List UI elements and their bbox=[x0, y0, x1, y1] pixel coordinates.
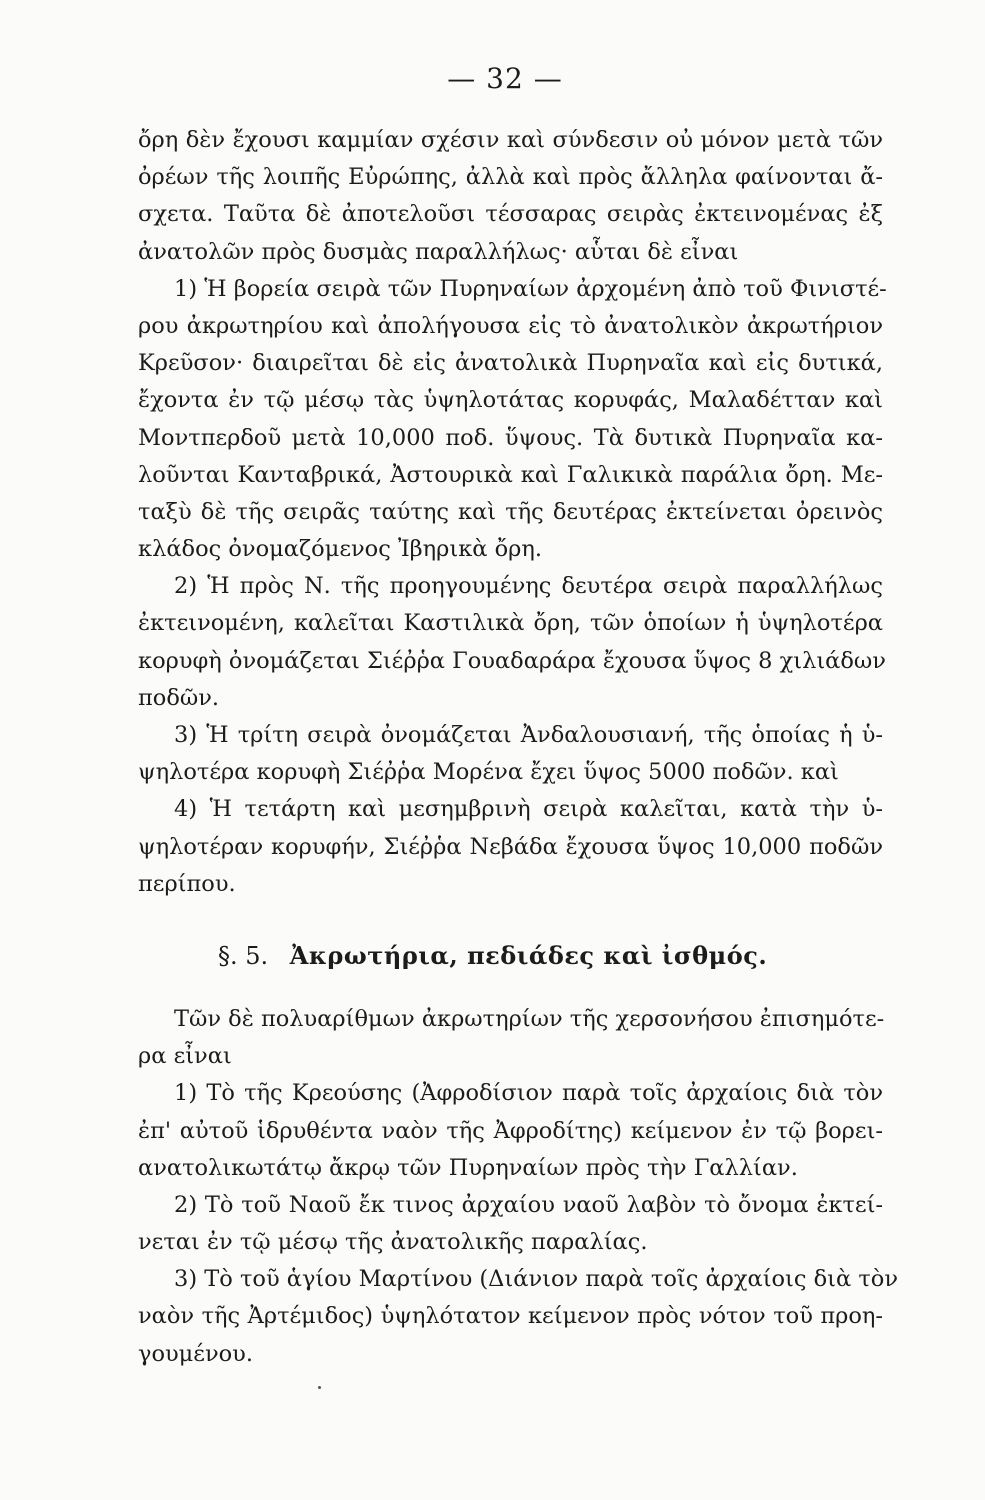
text-line: ὀρέων τῆς λοιπῆς Εὐρώπης, ἀλλὰ καὶ πρὸς ἄλληλα φαίνονται ἄ- bbox=[138, 164, 883, 191]
text-line: ψηλοτέρα κορυφὴ Σιέῤῥα Μορένα ἔχει ὕψος 5000 ποδῶν. καὶ bbox=[138, 759, 839, 786]
text-line: κορυφὴ ὀνομάζεται Σιέῤῥα Γουαδαράρα ἔχουσα ὕψος 8 χιλιάδων bbox=[138, 647, 886, 674]
text-line: 2) Ἡ πρὸς Ν. τῆς προηγουμένης δευτέρα σειρὰ παραλλήλως bbox=[174, 573, 883, 600]
text-line: ἔχοντα ἐν τῷ μέσῳ τὰς ὑψηλοτάτας κορυφάς, Μαλαδέτταν καὶ bbox=[138, 387, 883, 414]
text-line: 1) Ἡ βορεία σειρὰ τῶν Πυρηναίων ἀρχομένη ἀπὸ τοῦ Φινιστέ- bbox=[174, 275, 887, 302]
text-line: ρα εἶναι bbox=[138, 1043, 232, 1070]
text-line: Τῶν δὲ πολυαρίθμων ἀκρωτηρίων τῆς χερσονήσου ἐπισημότε- bbox=[174, 1005, 885, 1032]
text-line: κλάδος ὀνομαζόμενος Ἰβηρικὰ ὄρη. bbox=[138, 536, 543, 563]
list-item-range-1 bbox=[138, 271, 887, 569]
text-line: 3) Τὸ τοῦ ἁγίου Μαρτίνου (Διάνιον παρὰ τοῖς ἀρχαίοις διὰ τὸν bbox=[174, 1266, 899, 1293]
list-item-range-4 bbox=[138, 791, 883, 903]
spacer bbox=[138, 979, 883, 1001]
text-line: ἐκτεινομένη, καλεῖται Καστιλικὰ ὄρη, τῶν ὁποίων ἡ ὑψηλοτέρα bbox=[138, 610, 883, 637]
text-line: ἀνατολῶν πρὸς δυσμὰς παραλλήλως· αὗται δὲ εἶναι bbox=[138, 238, 739, 265]
list-item-cape-1 bbox=[138, 1075, 883, 1187]
list-item-range-2 bbox=[138, 568, 886, 717]
text-line: ναὸν τῆς Ἀρτέμιδος) ὑψηλότατον κείμενον πρὸς νότον τοῦ προη- bbox=[138, 1303, 883, 1330]
text-line: νεται ἐν τῷ μέσῳ τῆς ἀνατολικῆς παραλίας. bbox=[138, 1229, 648, 1256]
text-line: ψηλοτέραν κορυφήν, Σιέῤῥα Νεβάδα ἔχουσα ὕψος 10,000 ποδῶν bbox=[138, 833, 883, 860]
text-line: 4) Ἡ τετάρτη καὶ μεσημβρινὴ σειρὰ καλεῖται, κατὰ τὴν ὑ- bbox=[174, 796, 883, 823]
paragraph-intro bbox=[138, 122, 883, 271]
body-text bbox=[138, 122, 899, 1373]
list-item-cape-3 bbox=[138, 1261, 899, 1373]
list-item-cape-2 bbox=[138, 1187, 883, 1261]
ink-speck bbox=[318, 1386, 321, 1389]
text-line: ρου ἀκρωτηρίου καὶ ἀπολήγουσα εἰς τὸ ἀνατολικὸν ἀκρωτήριον bbox=[138, 312, 883, 339]
text-line: Κρεῦσον· διαιρεῖται δὲ εἰς ἀνατολικὰ Πυρηναῖα καὶ εἰς δυτικά, bbox=[138, 350, 883, 377]
list-item-range-3 bbox=[138, 717, 883, 791]
paragraph-capes-intro bbox=[138, 1001, 883, 1075]
text-line: σχετα. Ταῦτα δὲ ἀποτελοῦσι τέσσαρας σειρὰς ἐκτεινομένας ἐξ bbox=[138, 201, 883, 228]
text-line: ὄρη δὲν ἔχουσι καμμίαν σχέσιν καὶ σύνδεσιν οὐ μόνον μετὰ τῶν bbox=[138, 127, 883, 153]
text-line: 3) Ἡ τρίτη σειρὰ ὀνομάζεται Ἀνδαλουσιανή, τῆς ὁποίας ἡ ὑ- bbox=[174, 722, 883, 748]
text-line: ἐπ' αὐτοῦ ἱδρυθέντα ναὸν τῆς Ἀφροδίτης) κείμενον ἐν τῷ βορει- bbox=[138, 1117, 883, 1144]
text-line: 2) Τὸ τοῦ Ναοῦ ἔκ τινος ἀρχαίου ναοῦ λαβὸν τὸ ὄνομα ἐκτεί- bbox=[174, 1191, 883, 1218]
text-line: γουμένου. bbox=[138, 1340, 254, 1367]
text-line: Μοντπερδοῦ μετὰ 10,000 ποδ. ὕψους. Τὰ δυτικὰ Πυρηναῖα κα- bbox=[138, 424, 883, 451]
section-title: Ἀκρωτήρια, πεδιάδες καὶ ἰσθμός. bbox=[289, 940, 768, 970]
text-line: 1) Τὸ τῆς Κρεούσης (Ἀφροδίσιον παρὰ τοῖς ἀρχαίοις διὰ τὸν bbox=[174, 1080, 883, 1107]
page-number: — 32 — bbox=[447, 62, 563, 95]
spacer bbox=[138, 903, 883, 933]
text-line: ανατολικωτάτῳ ἄκρῳ τῶν Πυρηναίων πρὸς τὴν Γαλλίαν. bbox=[138, 1154, 798, 1181]
text-line: ποδῶν. bbox=[138, 684, 220, 711]
text-line: λοῦνται Κανταβρικά, Ἀστουρικὰ καὶ Γαλικικὰ παράλια ὄρη. Με- bbox=[138, 461, 883, 488]
section-heading bbox=[138, 933, 883, 979]
text-line: περίπου. bbox=[138, 870, 236, 897]
text-line: ταξὺ δὲ τῆς σειρᾶς ταύτης καὶ τῆς δευτέρας ἐκτείνεται ὀρεινὸς bbox=[138, 498, 883, 525]
section-number: §. 5. bbox=[218, 941, 269, 970]
